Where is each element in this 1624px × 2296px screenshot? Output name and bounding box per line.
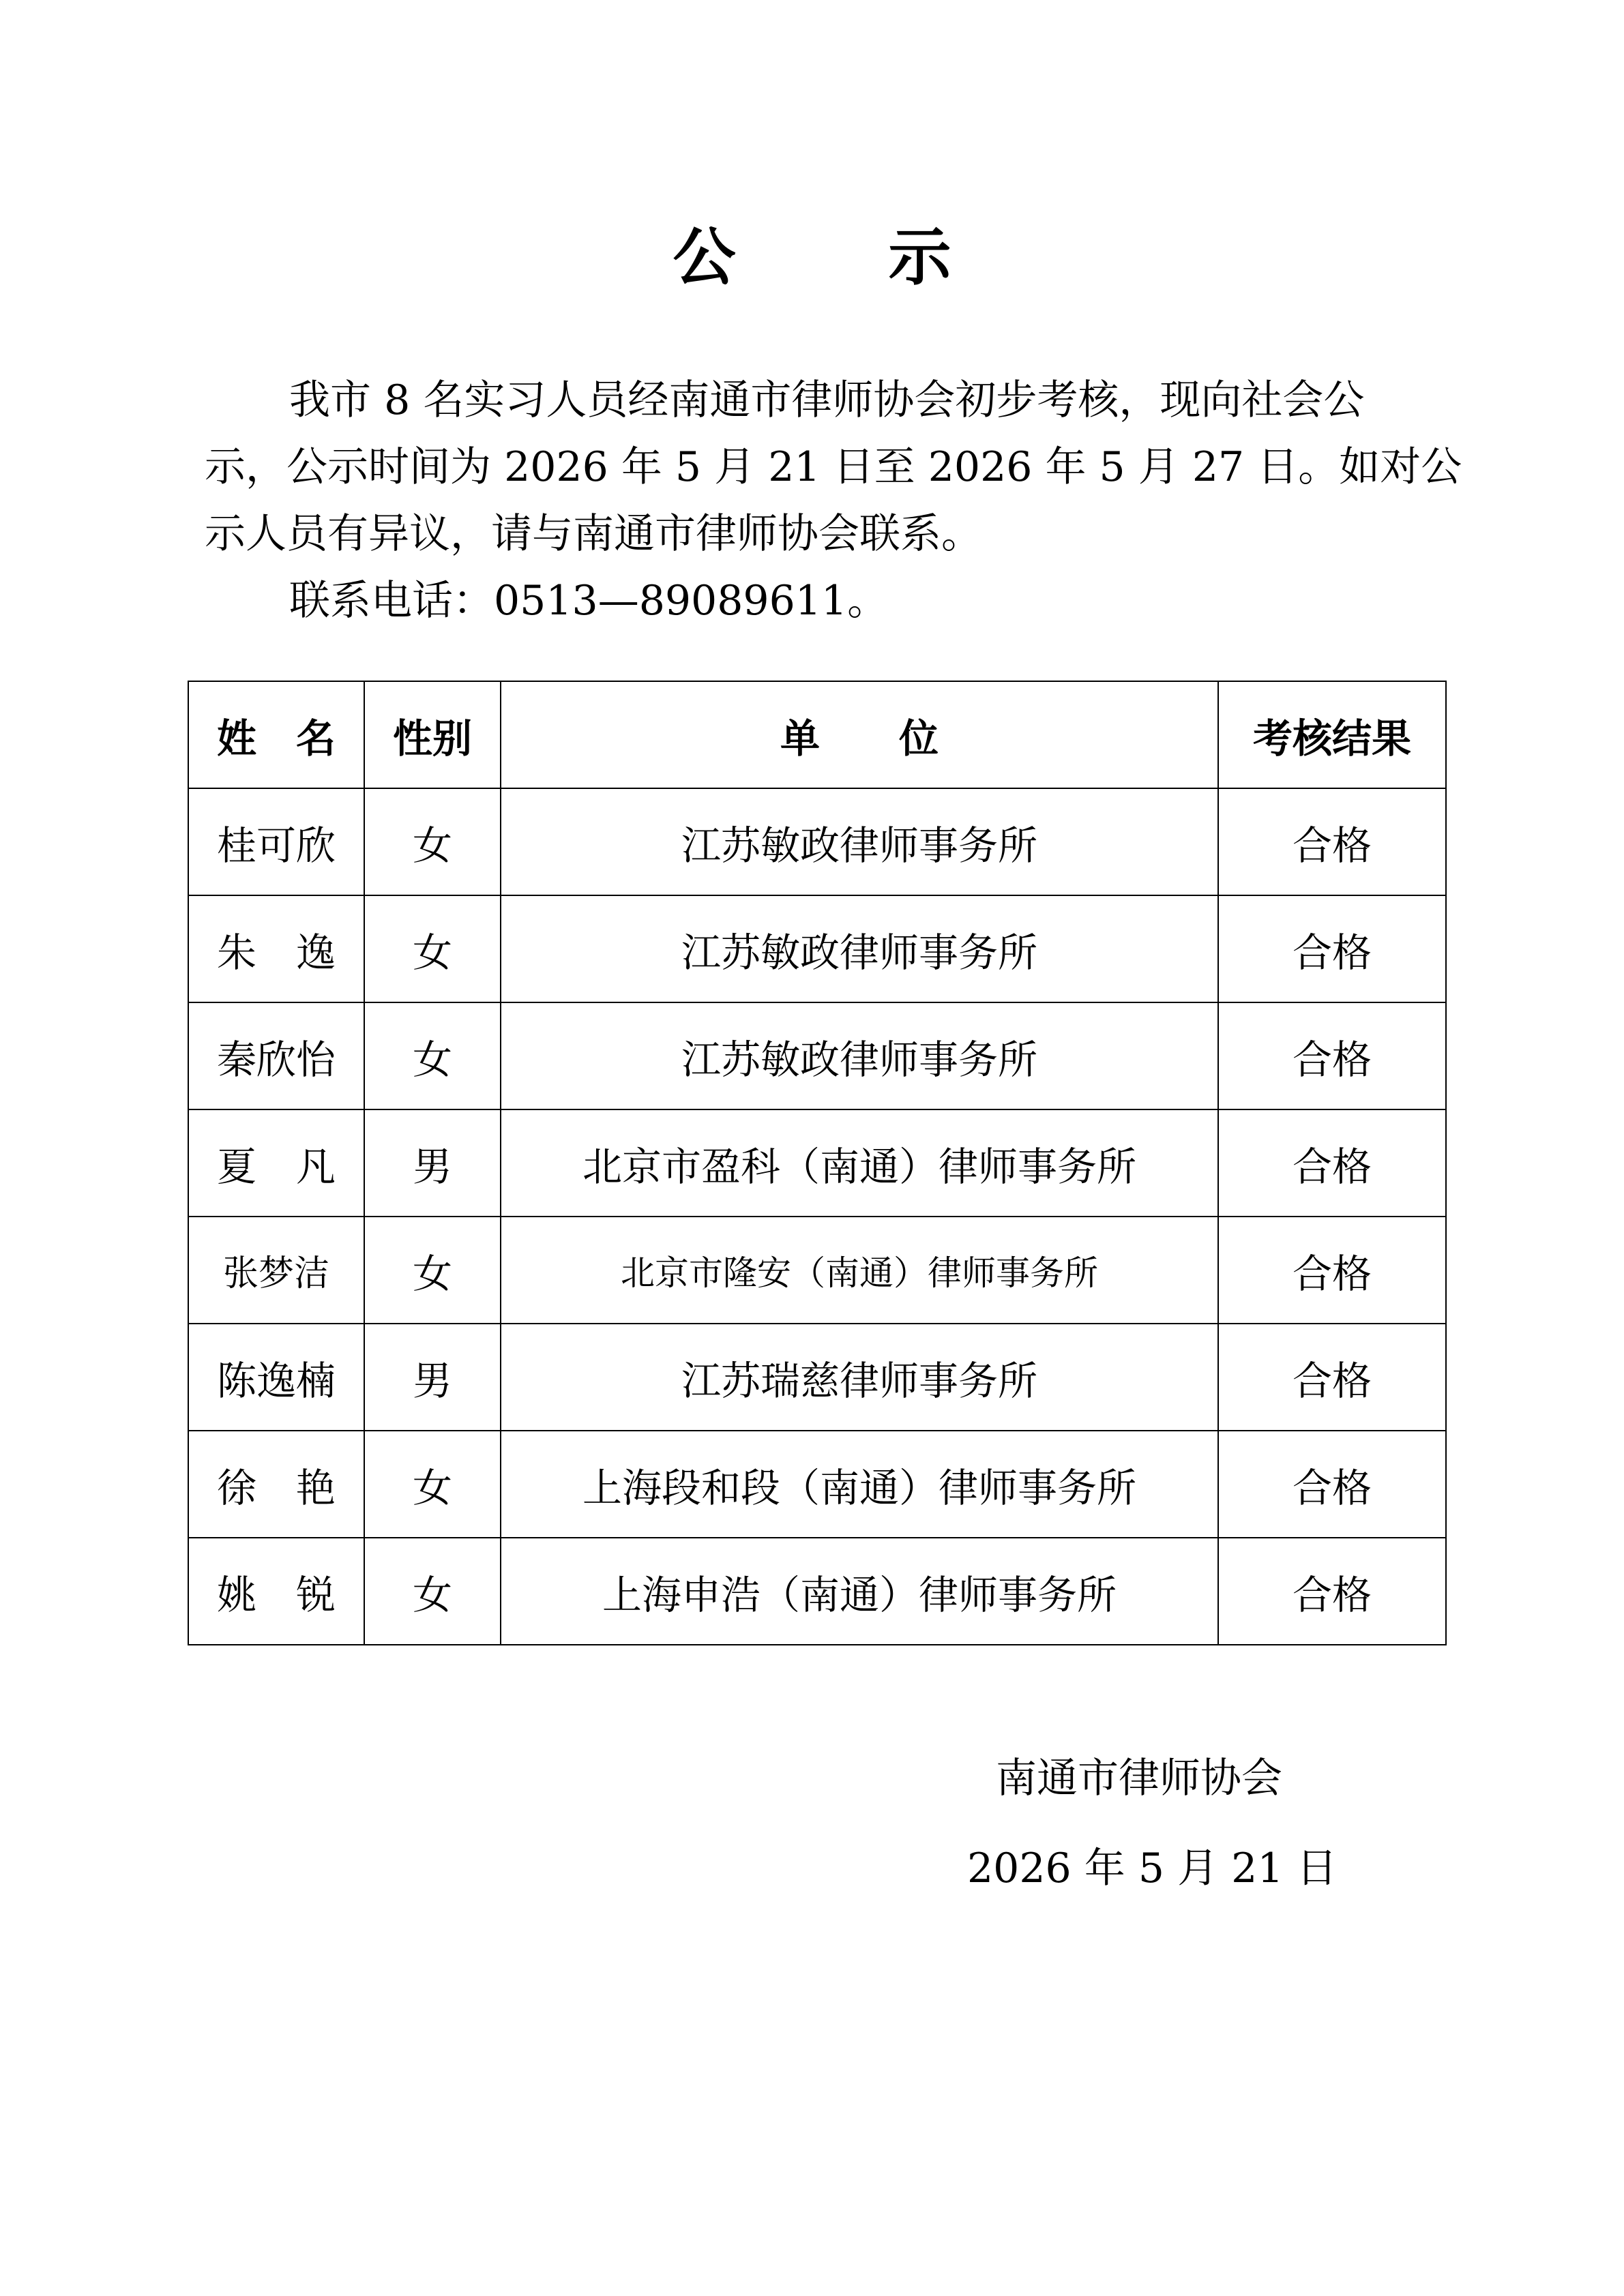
paragraph-line: 示人员有异议，请与南通市律师协会联系。 [205,510,982,558]
table-row [188,1538,1446,1645]
document-title: 公 示 [673,221,1017,294]
cell-org: 江苏敏政律师事务所 [501,895,1218,1002]
intern-roster-table [188,681,1447,1645]
cell-result: 合格 [1218,1002,1446,1109]
cell-gender: 男 [364,1324,501,1431]
header-result: 考核结果 [1218,681,1446,788]
cell-result: 合格 [1218,1431,1446,1538]
table-row [188,788,1446,895]
contact-phone: 联系电话：0513—89089611。 [289,577,889,625]
table-row [188,1431,1446,1538]
cell-org: 北京市盈科（南通）律师事务所 [501,1109,1218,1217]
cell-result: 合格 [1218,895,1446,1002]
table-header-row [188,681,1446,788]
cell-result: 合格 [1218,1324,1446,1431]
signature-organization: 南通市律师协会 [996,1755,1282,1802]
cell-gender: 女 [364,1431,501,1538]
cell-org: 江苏瑞慈律师事务所 [501,1324,1218,1431]
signature-date: 2026 年 5 月 21 日 [967,1845,1338,1892]
cell-gender: 男 [364,1109,501,1217]
table-row [188,1324,1446,1431]
cell-gender: 女 [364,788,501,895]
table-row [188,1109,1446,1217]
cell-name: 姚 锐 [188,1538,364,1645]
table-row [188,895,1446,1002]
cell-result: 合格 [1218,1109,1446,1217]
cell-result: 合格 [1218,1538,1446,1645]
header-name: 姓 名 [188,681,364,788]
cell-result: 合格 [1218,1217,1446,1324]
cell-org: 江苏敏政律师事务所 [501,1002,1218,1109]
cell-name: 陈逸楠 [188,1324,364,1431]
cell-org: 江苏敏政律师事务所 [501,788,1218,895]
cell-name: 朱 逸 [188,895,364,1002]
cell-gender: 女 [364,1002,501,1109]
paragraph-line: 我市 8 名实习人员经南通市律师协会初步考核，现向社会公 [289,376,1365,424]
table-row [188,1217,1446,1324]
cell-name: 徐 艳 [188,1431,364,1538]
cell-gender: 女 [364,895,501,1002]
cell-name: 夏 凡 [188,1109,364,1217]
cell-name: 张梦洁 [188,1217,364,1324]
cell-result: 合格 [1218,788,1446,895]
notice-paragraph [205,367,1462,567]
cell-gender: 女 [364,1217,501,1324]
header-gender: 性别 [364,681,501,788]
header-org: 单 位 [501,681,1218,788]
cell-org: 上海申浩（南通）律师事务所 [501,1538,1218,1645]
cell-org: 上海段和段（南通）律师事务所 [501,1431,1218,1538]
cell-org: 北京市隆安（南通）律师事务所 [501,1217,1218,1324]
cell-name: 秦欣怡 [188,1002,364,1109]
table-row [188,1002,1446,1109]
cell-name: 桂可欣 [188,788,364,895]
cell-gender: 女 [364,1538,501,1645]
paragraph-line: 示，公示时间为 2026 年 5 月 21 日至 2026 年 5 月 27 日。如对公 [205,443,1462,491]
